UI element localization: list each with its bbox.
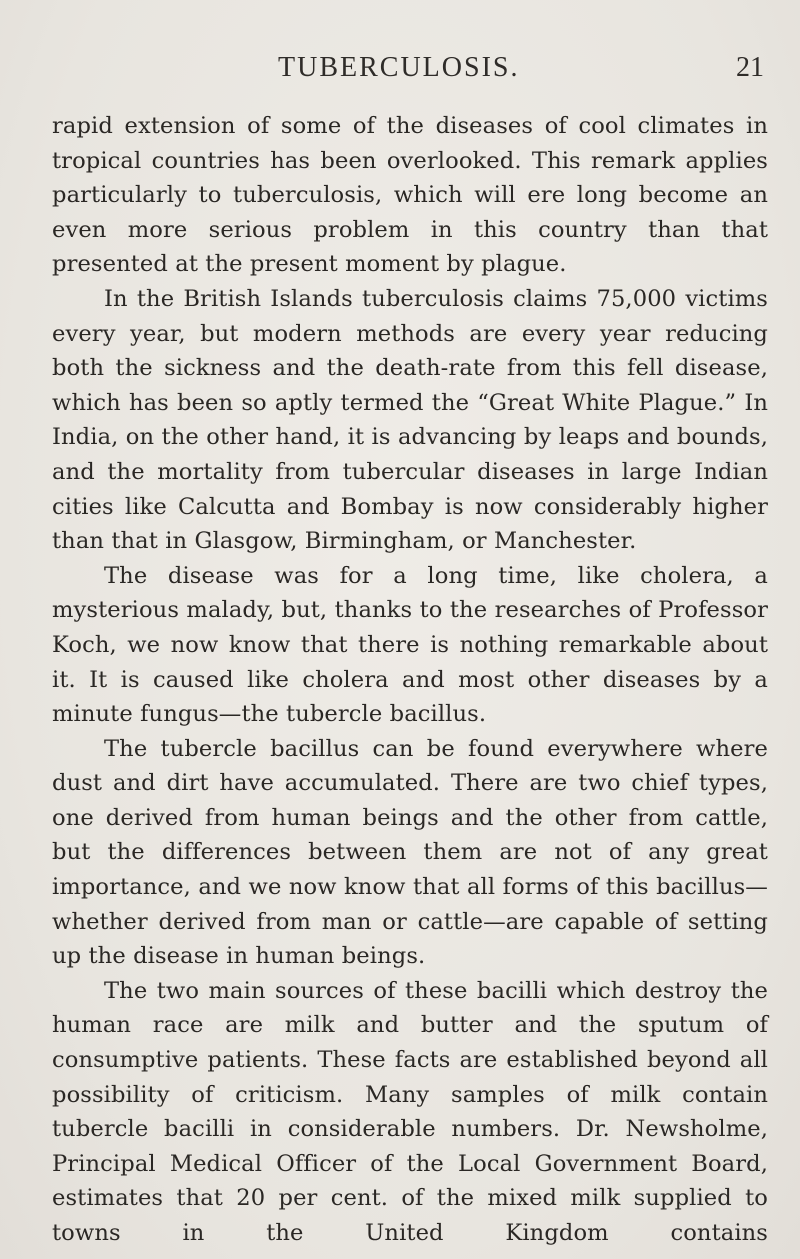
- paragraph-koch: The disease was for a long time, like cholera, a mysterious malady, but, thanks to the researches of Professor Koch, we now know that there is nothing remarkable about it. It is caused like cholera and most other diseases by a minute fungus—the tubercle bacillus.: [52, 562, 768, 728]
- running-head: [150, 52, 770, 92]
- body-text: [52, 109, 768, 1251]
- paragraph-milk-sources: The two main sources of these bacilli which destroy the human race are milk and butter and the sputum of consumptive patients. These facts are established beyond all possibility of criticism. Many samples of milk contain tubercle bacilli in considerable numbers. Dr. Newsholme, Principal Medical Officer of the Local Government Board, estimates that 20 per cent. of the mixed milk supplied to towns in the United Kingdom contains: [52, 977, 768, 1246]
- paragraph-british-islands: In the British Islands tuberculosis claims 75,000 victims every year, but modern methods are every year reducing both the sickness and the death-rate from this fell disease, which has been so aptly termed the “Great White Plague.” In India, on the other hand, it is advancing by leaps and bounds, and the mortality from tubercular diseases in large Indian cities like Calcutta and Bombay is now considerably higher than that in Glasgow, Birmingham, or Manchester.: [52, 285, 768, 555]
- page-number: 21: [736, 52, 764, 83]
- paragraph-continuation: rapid extension of some of the diseases of cool climates in tropical countries has been overlooked. This remark applies particularly to tuberculosis, which will ere long become an even more serious problem in this country than that presented at the present moment by plague.: [52, 113, 768, 278]
- running-title: TUBERCULOSIS.: [278, 52, 520, 83]
- paragraph-bacillus-types: The tubercle bacillus can be found everywhere where dust and dirt have accumulated. There are two chief types, one derived from human beings and the other from cattle, but the differences between them are not of any great importance, and we now know that all forms of this bacillus—whether derived from man or cattle—are capable of setting up the disease in human beings.: [52, 735, 768, 970]
